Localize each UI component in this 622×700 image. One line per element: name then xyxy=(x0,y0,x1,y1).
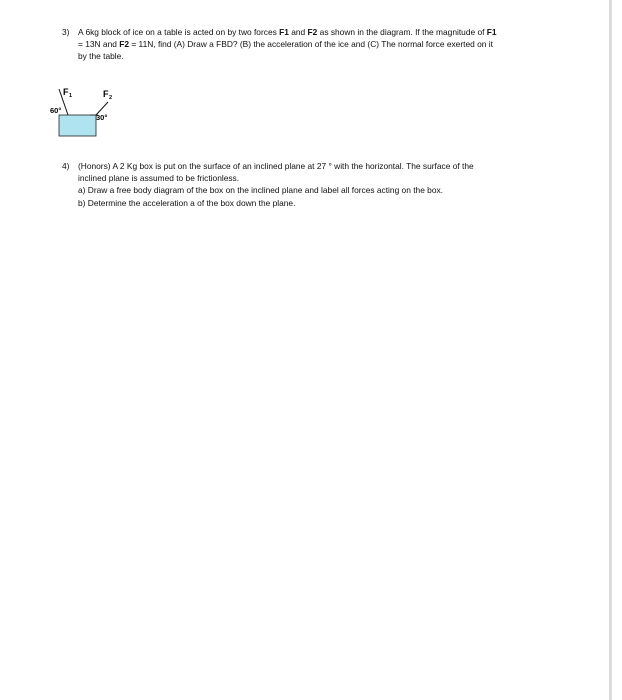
problem-4-line-1: (Honors) A 2 Kg box is put on the surface of an inclined plane at 27 ° with the horizontal. The surface of the xyxy=(78,161,474,171)
problem-3-number: 3) xyxy=(62,27,70,37)
problem-3-text xyxy=(78,26,562,63)
problem-4-number: 4) xyxy=(62,161,70,171)
force-f2-label: F2 xyxy=(307,27,318,37)
problem-3-line-2 xyxy=(78,38,562,50)
diagram-f2-letter: F xyxy=(103,89,109,99)
force-f2-label-2: F2 xyxy=(119,39,129,50)
problem-4-text xyxy=(78,160,562,209)
problem-3-line-3: by the table. xyxy=(78,51,124,62)
problem-4-line-2: inclined plane is assumed to be frictionless. xyxy=(78,173,240,184)
problem-3 xyxy=(62,26,562,63)
diagram-f1-subscript: 1 xyxy=(69,93,73,99)
diagram-f1-letter: F xyxy=(63,87,69,97)
angle-60-label: 60° xyxy=(50,106,62,115)
page-edge-divider xyxy=(609,0,612,700)
problem-3-line-2-b: = 11N, find (A) Draw a FBD? (B) the acceleration of the ice and (C) The normal force exerted on it xyxy=(129,39,493,50)
problem-3-line-1-a: A 6kg block of ice on a table is acted on by two forces xyxy=(78,27,280,37)
force-diagram xyxy=(48,84,138,144)
force-f1-label-2: F1 xyxy=(486,27,497,37)
problem-4-line-3: a) Draw a free body diagram of the box on the inclined plane and label all forces acting on the box. xyxy=(78,185,444,196)
force-f1-label: F1 xyxy=(279,27,289,37)
problem-4-line-4: b) Determine the acceleration a of the box down the plane. xyxy=(78,197,296,208)
diagram-f2-subscript: 2 xyxy=(109,95,113,101)
problem-3-line-1 xyxy=(78,26,562,38)
problem-3-line-1-c: as shown in the diagram. If the magnitude of xyxy=(317,27,487,37)
problem-3-line-2-a: = 13N and xyxy=(78,39,120,50)
problem-3-line-1-b: and xyxy=(288,27,308,37)
angle-30-label: 30° xyxy=(96,113,108,122)
problem-4 xyxy=(62,160,562,209)
ice-block xyxy=(59,115,96,136)
